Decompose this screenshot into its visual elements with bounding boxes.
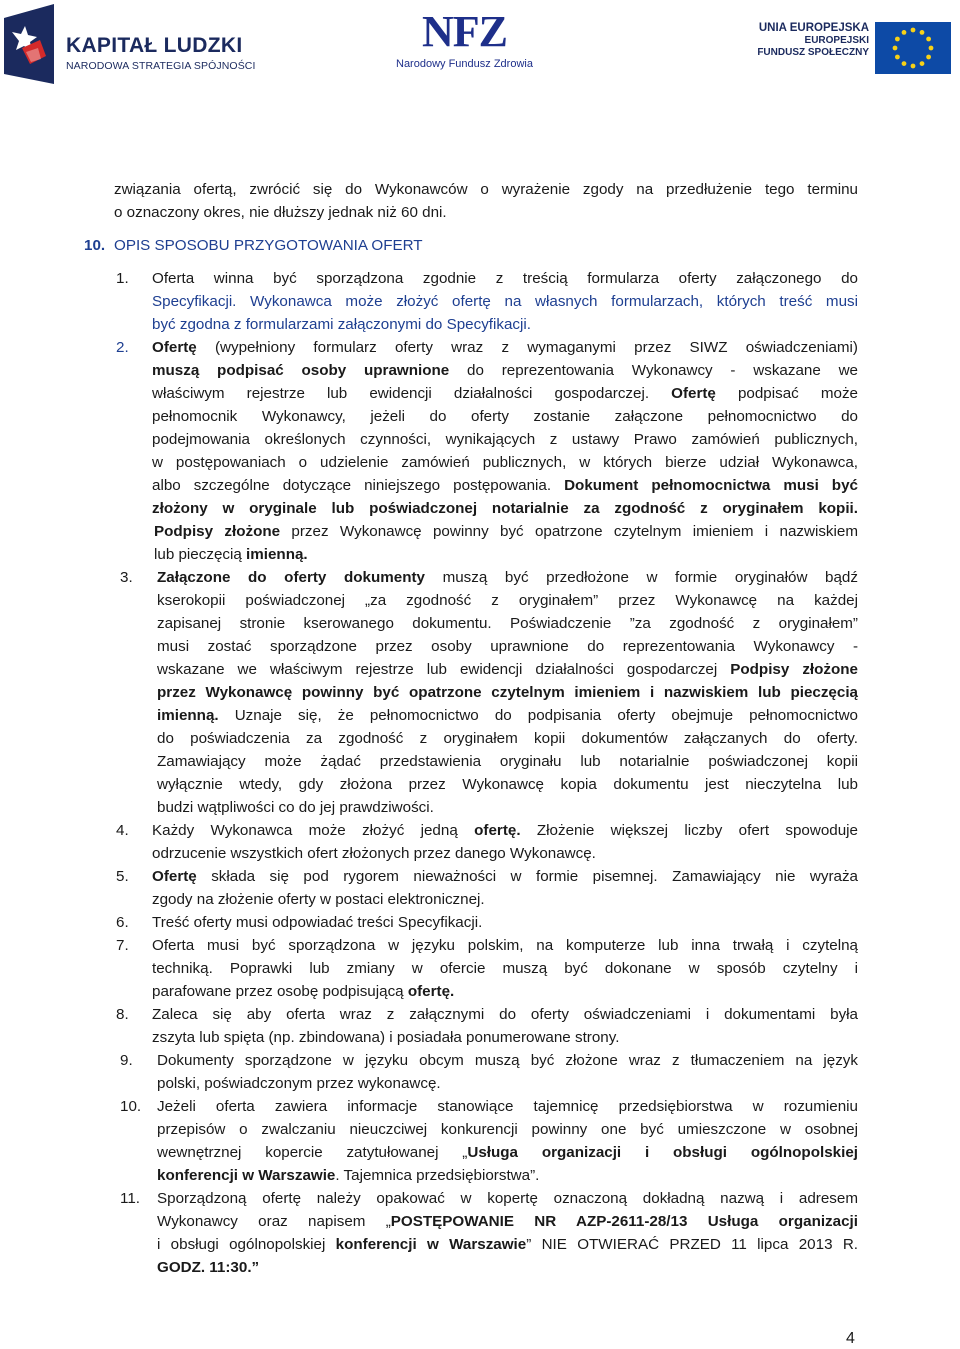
text-line: Załączone do oferty dokumenty muszą być przedłożone w formie oryginałów bądź: [157, 569, 858, 586]
text-line: o oznaczony okres, nie dłuższy jednak niż 60 dni.: [114, 204, 447, 221]
eu-fund-text: [757, 22, 869, 59]
list-item-number: 5.: [116, 868, 129, 885]
section-title: OPIS SPOSOBU PRZYGOTOWANIA OFERT: [114, 237, 423, 254]
text-line: lub pieczęcią imienną.: [154, 546, 308, 563]
text-line: kserokopii poświadczonej „za zgodność z oryginałem” przez Wykonawcę na każdej: [157, 592, 858, 609]
list-item-number: 3.: [120, 569, 133, 586]
page-number: 4: [846, 1330, 855, 1347]
text-line: związania ofertą, zwrócić się do Wykonawców o wyrażenie zgody na przedłużenie tego terminu: [114, 181, 858, 198]
text-line: parafowane przez osobę podpisującą ofertę.: [152, 983, 455, 1000]
page-header: [0, 0, 960, 90]
text-line: Oferta musi być sporządzona w języku polskim, na komputerze lub inna trwałą i czytelną: [152, 937, 858, 954]
text-line: GODZ. 11:30.”: [157, 1259, 260, 1276]
text-line: polski, poświadczonym przez wykonawcę.: [157, 1075, 441, 1092]
list-item-number: 10.: [120, 1098, 142, 1115]
text-line: właściwym rejestrze lub ewidencji działalności gospodarczej. Ofertę podpisać może: [152, 385, 858, 402]
nfz-logo: [396, 7, 546, 80]
text-line: wskazane we właściwym rejestrze lub ewidencji działalności gospodarczej Podpisy złożone: [157, 661, 858, 678]
text-line: Każdy Wykonawca może złożyć jedną ofertę. Złożenie większej liczby ofert spowoduje: [152, 822, 858, 839]
list-item-number: 4.: [116, 822, 129, 839]
eu-fund-logo: [757, 18, 955, 74]
text-line: techniką. Poprawki lub zmiany w ofercie muszą być dokonane w sposób czytelny i: [152, 960, 858, 977]
eu-line-1: UNIA EUROPEJSKA: [758, 22, 869, 34]
section-number: 10.: [84, 237, 106, 254]
list-item-number: 11.: [120, 1190, 140, 1207]
list-item-number: 9.: [120, 1052, 133, 1069]
text-line: Zamawiający może żądać przedstawienia oryginału lub notarialnie poświadczonej kopii: [157, 753, 858, 770]
kapital-ludzki-title: KAPITAŁ LUDZKI: [66, 34, 243, 57]
text-line: Sporządzoną ofertę należy opakować w kopertę oznaczoną dokładną nazwą i adresem: [157, 1190, 858, 1207]
text-line: zszyta lub spięta (np. zbindowana) i posiadała ponumerowane strony.: [152, 1029, 620, 1046]
eu-line-2: EUROPEJSKI: [804, 35, 869, 46]
text-line: i obsługi ogólnopolskiej konferencji w Warszawie” NIE OTWIERAĆ PRZED 11 lipca 2013 R.: [157, 1236, 859, 1253]
text-line: zapisanej stronie kserowanego dokumentu. Poświadczenie ”za zgodność z oryginałem”: [157, 615, 858, 632]
text-line: wyłącznie wtedy, gdy złożona przez Wykonawcę kopia dokumentu jest nieczytelna lub: [157, 776, 858, 793]
list-item-number: 8.: [116, 1006, 129, 1023]
text-line: Ofertę składa się pod rygorem nieważności w formie pisemnej. Zamawiający nie wyraża: [152, 868, 858, 885]
text-line: pełnomocnik Wykonawcy, jeżeli do oferty zostanie załączone pełnomocnictwo do: [152, 408, 858, 425]
text-line: imienną. Uznaje się, że pełnomocnictwo do podpisania oferty obejmuje pełnomocnictwo: [157, 707, 858, 724]
text-line: w postępowaniach o udzielenie zamówień publicznych, w których bierze udział Wykonawca,: [152, 454, 858, 471]
text-line: albo szczególne dotyczące niniejszego postępowania. Dokument pełnomocnictwa musi być: [152, 477, 858, 494]
text-line: Jeżeli oferta zawiera informacje stanowiące tajemnicę przedsiębiorstwa w rozumieniu: [157, 1098, 858, 1115]
text-line: konferencji w Warszawie. Tajemnica przedsiębiorstwa”.: [157, 1167, 540, 1184]
text-line: Oferta winna być sporządzona zgodnie z treścią formularza oferty załączonego do: [152, 270, 858, 287]
text-line: musi zostać sporządzone przez osoby uprawnione do reprezentowania Wykonawcy -: [157, 638, 858, 655]
kapital-ludzki-emblem-icon: [4, 4, 54, 84]
list-item-number: 2.: [116, 339, 129, 356]
list-item-number: 7.: [116, 937, 129, 954]
text-line: Wykonawcy oraz napisem „POSTĘPOWANIE NR AZP-2611-28/13 Usługa organizacji: [157, 1213, 858, 1230]
text-line: być zgodna z formularzami załączonymi do Specyfikacji.: [152, 316, 531, 333]
eu-line-3: FUNDUSZ SPOŁECZNY: [757, 47, 869, 58]
text-line: budzi wątpliwości co do jej prawdziwości.: [157, 799, 434, 816]
list-item-number: 1.: [116, 270, 129, 287]
kapital-ludzki-subtitle: NARODOWA STRATEGIA SPÓJNOŚCI: [66, 60, 256, 72]
text-line: muszą podpisać osoby uprawnione do reprezentowania Wykonawcy - wskazane we: [152, 362, 858, 379]
text-line: Specyfikacji. Wykonawca może złożyć ofertę na własnych formularzach, których treść musi: [152, 293, 858, 310]
text-line: przepisów o zwalczaniu nieuczciwej konkurencji powinny one być umieszczone w osobnej: [157, 1121, 858, 1138]
eu-flag-icon: [875, 22, 951, 74]
text-line: złożony w oryginale lub poświadczonej notarialnie za zgodność z oryginałem kopii.: [152, 500, 858, 517]
text-line: podejmowania określonych czynności, wynikających z ustawy Prawo zamówień publicznych,: [152, 431, 858, 448]
text-line: zgody na złożenie oferty w postaci elektronicznej.: [152, 891, 485, 908]
kapital-ludzki-logo: [4, 4, 254, 84]
text-line: Podpisy złożone przez Wykonawcę powinny być opatrzone czytelnym imieniem i nazwiskiem: [154, 523, 858, 540]
text-line: Dokumenty sporządzone w języku obcym muszą być złożone wraz z tłumaczeniem na język: [157, 1052, 858, 1069]
text-line: Ofertę (wypełniony formularz oferty wraz z wymaganymi przez SIWZ oświadczeniami): [152, 339, 858, 356]
text-line: wewnętrznej kopercie zatytułowanej „Usługa organizacji i obsługi ogólnopolskiej: [157, 1144, 858, 1161]
nfz-mark: NFZ: [422, 7, 507, 56]
text-line: Zaleca się aby oferta wraz z załącznymi do oferty oświadczeniami i dokumentami była: [152, 1006, 858, 1023]
text-line: przez Wykonawcę powinny być opatrzone czytelnym imieniem i nazwiskiem lub pieczęcią: [157, 684, 858, 701]
text-line: do poświadczenia za zgodność z oryginałem kopii dokumentów załączanych do oferty.: [157, 730, 858, 747]
nfz-subtitle: Narodowy Fundusz Zdrowia: [396, 58, 533, 70]
text-line: Treść oferty musi odpowiadać treści Specyfikacji.: [152, 914, 483, 931]
list-item-number: 6.: [116, 914, 129, 931]
text-line: odrzucenie wszystkich ofert złożonych przez danego Wykonawcę.: [152, 845, 596, 862]
